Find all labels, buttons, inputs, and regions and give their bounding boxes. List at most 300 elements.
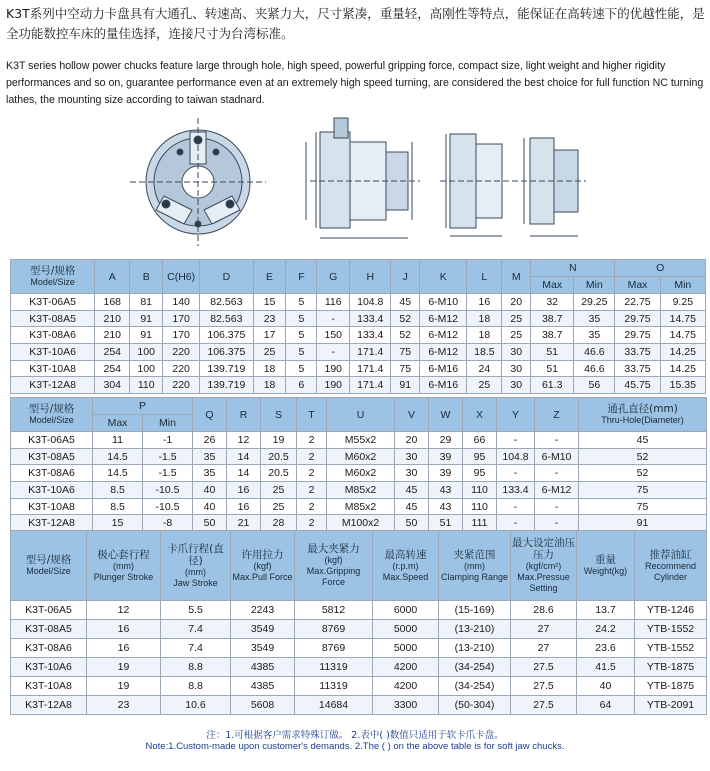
model-header: 型号/规格 Model/Size <box>11 398 93 432</box>
table-cell: 39 <box>429 448 463 465</box>
table-cell: M85x2 <box>327 498 395 515</box>
table-cell: - <box>317 310 350 327</box>
col-header: Q <box>193 398 227 432</box>
table-row <box>11 620 707 639</box>
table-cell: 27.5 <box>511 658 577 677</box>
table-cell: 7.4 <box>161 620 231 639</box>
table-cell: -1.5 <box>143 448 193 465</box>
technical-drawings <box>120 112 590 252</box>
table-row <box>11 482 707 499</box>
table-cell: 61.3 <box>531 377 574 394</box>
table-cell: 9.25 <box>660 294 705 311</box>
table-cell: -10.5 <box>143 498 193 515</box>
table-cell: 28 <box>261 515 297 532</box>
table-cell: 18.5 <box>467 344 502 361</box>
table-cell: 5 <box>286 327 317 344</box>
model-cell: K3T-08A6 <box>11 639 87 658</box>
table-cell: 16 <box>467 294 502 311</box>
table-cell: 45 <box>579 432 707 449</box>
table-cell: 220 <box>163 344 200 361</box>
table-row <box>11 448 707 465</box>
table-cell: M100x2 <box>327 515 395 532</box>
table-cell: (13-210) <box>439 639 511 658</box>
table-cell: 7.4 <box>161 639 231 658</box>
table-cell: 91 <box>391 377 420 394</box>
table-cell: 25 <box>502 327 531 344</box>
table-cell: 110 <box>130 377 163 394</box>
table-cell: 29.75 <box>615 327 660 344</box>
table3-body <box>11 601 707 715</box>
table-cell: 23 <box>253 310 286 327</box>
table-cell: 5 <box>286 294 317 311</box>
table-cell: (15-169) <box>439 601 511 620</box>
table-cell: 30 <box>502 344 531 361</box>
table-cell: 254 <box>95 344 130 361</box>
table-cell: M55x2 <box>327 432 395 449</box>
table-cell: 82.563 <box>200 310 253 327</box>
table-cell: 40 <box>193 498 227 515</box>
table-cell: 52 <box>391 310 420 327</box>
col-header: 极心套行程 (mm) Plunger Stroke <box>87 531 161 601</box>
table-cell: 8.5 <box>93 498 143 515</box>
col-header: C(H6) <box>163 260 200 294</box>
table-cell: 33.75 <box>615 344 660 361</box>
table-cell: 81 <box>130 294 163 311</box>
table-row <box>11 344 706 361</box>
col-header: F <box>286 260 317 294</box>
table-cell: - <box>497 465 535 482</box>
col-header: 最高转速 (r.p.m) Max.Speed <box>373 531 439 601</box>
col-header: E <box>253 260 286 294</box>
table-cell: 52 <box>579 465 707 482</box>
table-cell: 11319 <box>295 658 373 677</box>
table-cell: 27 <box>511 639 577 658</box>
table-cell: 5608 <box>231 696 295 715</box>
col-header: H <box>350 260 391 294</box>
table-cell: (13-210) <box>439 620 511 639</box>
table-cell: 27.5 <box>511 696 577 715</box>
table-cell: 43 <box>429 482 463 499</box>
table-cell: 15 <box>253 294 286 311</box>
model-cell: K3T-06A5 <box>11 432 93 449</box>
table-cell: 19 <box>261 432 297 449</box>
col-header: 推荐油缸 Recommend Cylinder <box>635 531 707 601</box>
table-cell: 21 <box>227 515 261 532</box>
table-cell: M85x2 <box>327 482 395 499</box>
table-cell: YTB-1552 <box>635 620 707 639</box>
table-cell: 254 <box>95 360 130 377</box>
table-cell: 6-M16 <box>420 360 467 377</box>
table-cell: 12 <box>227 432 261 449</box>
model-cell: K3T-06A5 <box>11 601 87 620</box>
table-cell: 26 <box>193 432 227 449</box>
table-cell: 150 <box>317 327 350 344</box>
table-cell: 20.5 <box>261 465 297 482</box>
table-cell: 14.25 <box>660 360 705 377</box>
table-cell: 6-M16 <box>420 377 467 394</box>
table-cell: 15 <box>93 515 143 532</box>
table-cell: - <box>535 498 579 515</box>
table-cell: M60x2 <box>327 448 395 465</box>
col-header: B <box>130 260 163 294</box>
table-cell: 13.7 <box>577 601 635 620</box>
table-cell: - <box>497 432 535 449</box>
table-cell: 2 <box>297 498 327 515</box>
table-cell: 5 <box>286 310 317 327</box>
chuck-front-view <box>130 118 266 246</box>
table-cell: 15.35 <box>660 377 705 394</box>
table1-body <box>11 294 706 394</box>
table-cell: - <box>497 515 535 532</box>
table-cell: 45 <box>395 498 429 515</box>
table-cell: 30 <box>395 465 429 482</box>
thru-hole-header: 通孔直径(mm) Thru-Hole(Diameter) <box>579 398 707 432</box>
table-cell: 8.8 <box>161 658 231 677</box>
table-cell: -1.5 <box>143 465 193 482</box>
table-cell: 33.75 <box>615 360 660 377</box>
table-row <box>11 465 707 482</box>
table-cell: 30 <box>395 448 429 465</box>
table-cell: 4385 <box>231 658 295 677</box>
table-cell: 100 <box>130 360 163 377</box>
sub-header-max: Max <box>615 277 660 294</box>
table-cell: 220 <box>163 377 200 394</box>
chuck-side-view <box>306 118 420 238</box>
sub-header-max: Max <box>531 277 574 294</box>
table-row <box>11 658 707 677</box>
table-cell: 14.75 <box>660 310 705 327</box>
table-cell: 8.5 <box>93 482 143 499</box>
table-cell: 6-M10 <box>535 448 579 465</box>
table-cell: 6-M12 <box>420 344 467 361</box>
col-header: 卡爪行程(直径) (mm) Jaw Stroke <box>161 531 231 601</box>
col-header: 型号/规格 Model/Size <box>11 531 87 601</box>
sub-header-min: Min <box>660 277 705 294</box>
table-cell: 51 <box>531 360 574 377</box>
table-cell: 20.5 <box>261 448 297 465</box>
table-cell: 27 <box>511 620 577 639</box>
sub-header-min: Min <box>143 415 193 432</box>
col-header: 夹紧范围 (mm) Clamping Range <box>439 531 511 601</box>
table-cell: 6 <box>286 377 317 394</box>
table-row <box>11 432 707 449</box>
table-cell: 18 <box>467 310 502 327</box>
col-header: T <box>297 398 327 432</box>
table-cell: 64 <box>577 696 635 715</box>
table-cell: 2243 <box>231 601 295 620</box>
model-cell: K3T-10A6 <box>11 344 95 361</box>
table-row <box>11 677 707 696</box>
table-cell: 12 <box>87 601 161 620</box>
table-cell: 56 <box>574 377 615 394</box>
table-cell: 5.5 <box>161 601 231 620</box>
table-cell: 5 <box>286 360 317 377</box>
table-cell: 6-M10 <box>420 294 467 311</box>
table-cell: -10.5 <box>143 482 193 499</box>
model-cell: K3T-10A8 <box>11 360 95 377</box>
table-cell: 25 <box>502 310 531 327</box>
table-cell: 28.6 <box>511 601 577 620</box>
table-cell: 16 <box>87 639 161 658</box>
table-cell: 170 <box>163 327 200 344</box>
table-cell: 104.8 <box>497 448 535 465</box>
table-cell: (34-254) <box>439 677 511 696</box>
performance-header-row <box>11 531 707 601</box>
col-header: K <box>420 260 467 294</box>
table-cell: 66 <box>463 432 497 449</box>
table-cell: 104.8 <box>350 294 391 311</box>
table-cell: 38.7 <box>531 310 574 327</box>
table-cell: 116 <box>317 294 350 311</box>
table-cell: 220 <box>163 360 200 377</box>
table-cell: 75 <box>579 498 707 515</box>
table-row <box>11 310 706 327</box>
col-header: J <box>391 260 420 294</box>
table-row <box>11 327 706 344</box>
model-cell: K3T-08A5 <box>11 448 93 465</box>
model-cell: K3T-12A8 <box>11 377 95 394</box>
table-cell: 25 <box>261 482 297 499</box>
table-cell: 25 <box>261 498 297 515</box>
table-cell: 43 <box>429 498 463 515</box>
table-cell: 50 <box>193 515 227 532</box>
col-header: 许用拉力 (kgf) Max.Pull Force <box>231 531 295 601</box>
table-cell: 38.7 <box>531 327 574 344</box>
dimensions-table-2 <box>10 397 707 532</box>
table-cell: 4200 <box>373 677 439 696</box>
table-cell: 14.5 <box>93 465 143 482</box>
model-cell: K3T-08A5 <box>11 310 95 327</box>
sub-header-min: Min <box>574 277 615 294</box>
table-cell: 41.5 <box>577 658 635 677</box>
table-cell: 91 <box>579 515 707 532</box>
col-header: Y <box>497 398 535 432</box>
performance-table <box>10 530 707 715</box>
table-cell: 170 <box>163 310 200 327</box>
table-cell: 11319 <box>295 677 373 696</box>
table-cell: 50 <box>395 515 429 532</box>
table-cell: 2 <box>297 482 327 499</box>
table-cell: 111 <box>463 515 497 532</box>
sub-header-max: Max <box>93 415 143 432</box>
table-cell: 51 <box>429 515 463 532</box>
col-header: A <box>95 260 130 294</box>
table-cell: 20 <box>395 432 429 449</box>
table-cell: 5 <box>286 344 317 361</box>
table-cell: 304 <box>95 377 130 394</box>
table-cell: 40 <box>577 677 635 696</box>
table-row <box>11 639 707 658</box>
table-cell: 27.5 <box>511 677 577 696</box>
model-header: 型号/规格 Model/Size <box>11 260 95 294</box>
table-cell: 210 <box>95 327 130 344</box>
col-header: U <box>327 398 395 432</box>
table-cell: 171.4 <box>350 360 391 377</box>
table-cell: 190 <box>317 360 350 377</box>
table-cell: 91 <box>130 310 163 327</box>
table-cell: 106.375 <box>200 327 253 344</box>
table-cell: 6-M12 <box>420 327 467 344</box>
table-cell: 46.6 <box>574 360 615 377</box>
table-cell: 18 <box>467 327 502 344</box>
table-cell: 17 <box>253 327 286 344</box>
table-cell: 24 <box>467 360 502 377</box>
table-cell: 6-M12 <box>420 310 467 327</box>
table-cell: 23 <box>87 696 161 715</box>
table-cell: 24.2 <box>577 620 635 639</box>
table-cell: 14684 <box>295 696 373 715</box>
table-cell: 3549 <box>231 639 295 658</box>
model-cell: K3T-08A6 <box>11 327 95 344</box>
table-cell: (34-254) <box>439 658 511 677</box>
table-cell: - <box>317 344 350 361</box>
col-header: Z <box>535 398 579 432</box>
table-cell: 5812 <box>295 601 373 620</box>
dimensions-table-1 <box>10 259 706 394</box>
table-row <box>11 377 706 394</box>
table-cell: 14.75 <box>660 327 705 344</box>
table-cell: 29.75 <box>615 310 660 327</box>
table-cell: 8769 <box>295 639 373 658</box>
table-cell: 140 <box>163 294 200 311</box>
table-cell: 133.4 <box>350 310 391 327</box>
col-header: 最大设定油压压力 (kgf/cm²) Max.Pressue Setting <box>511 531 577 601</box>
model-cell: K3T-10A8 <box>11 677 87 696</box>
table-cell: 2 <box>297 432 327 449</box>
col-header: 最大夹紧力 (kgf) Max.Gripping Force <box>295 531 373 601</box>
table-cell: 16 <box>227 498 261 515</box>
table-cell: 18 <box>253 360 286 377</box>
col-header: L <box>467 260 502 294</box>
table-cell: 171.4 <box>350 377 391 394</box>
table-cell: 14 <box>227 465 261 482</box>
table-row <box>11 294 706 311</box>
model-cell: K3T-10A6 <box>11 482 93 499</box>
table-cell: 16 <box>227 482 261 499</box>
table-cell: 75 <box>391 344 420 361</box>
table-cell: 29.25 <box>574 294 615 311</box>
table-cell: YTB-1552 <box>635 639 707 658</box>
chuck-section-view <box>440 134 586 236</box>
table-cell: 52 <box>391 327 420 344</box>
table-cell: 82.563 <box>200 294 253 311</box>
table-cell: 11 <box>93 432 143 449</box>
table-cell: 23.6 <box>577 639 635 658</box>
table-cell: 4385 <box>231 677 295 696</box>
table-cell: 8769 <box>295 620 373 639</box>
table-cell: -1 <box>143 432 193 449</box>
table-cell: 29 <box>429 432 463 449</box>
table-cell: 35 <box>193 465 227 482</box>
table-cell: - <box>535 432 579 449</box>
table-cell: 168 <box>95 294 130 311</box>
table-cell: YTB-1875 <box>635 677 707 696</box>
table-cell: 14.5 <box>93 448 143 465</box>
table-cell: 16 <box>87 620 161 639</box>
table-cell: 35 <box>193 448 227 465</box>
table-cell: 52 <box>579 448 707 465</box>
table-cell: 45.75 <box>615 377 660 394</box>
table-cell: 91 <box>130 327 163 344</box>
table-cell: 14.25 <box>660 344 705 361</box>
table-cell: 190 <box>317 377 350 394</box>
table-cell: 14 <box>227 448 261 465</box>
table-cell: 133.4 <box>350 327 391 344</box>
model-cell: K3T-10A8 <box>11 498 93 515</box>
table-cell: YTB-1875 <box>635 658 707 677</box>
table-row <box>11 601 707 620</box>
group-header-n: N <box>531 260 615 277</box>
table-cell: 139.719 <box>200 377 253 394</box>
col-header: R <box>227 398 261 432</box>
table-cell: 110 <box>463 482 497 499</box>
col-header: V <box>395 398 429 432</box>
table-cell: 133.4 <box>497 482 535 499</box>
col-header: X <box>463 398 497 432</box>
table-cell: - <box>535 465 579 482</box>
table-cell: 6-M12 <box>535 482 579 499</box>
table-cell: -8 <box>143 515 193 532</box>
table-cell: (50-304) <box>439 696 511 715</box>
table-cell: 100 <box>130 344 163 361</box>
table-cell: 35 <box>574 310 615 327</box>
table-cell: 4200 <box>373 658 439 677</box>
table-cell: YTB-1246 <box>635 601 707 620</box>
table-row <box>11 498 707 515</box>
table-cell: 30 <box>502 377 531 394</box>
table-cell: 3549 <box>231 620 295 639</box>
table-cell: 110 <box>463 498 497 515</box>
table-cell: 2 <box>297 465 327 482</box>
table-cell: - <box>535 515 579 532</box>
table-cell: 8.8 <box>161 677 231 696</box>
col-header: S <box>261 398 297 432</box>
table-cell: 95 <box>463 448 497 465</box>
model-cell: K3T-08A6 <box>11 465 93 482</box>
table-cell: 10.6 <box>161 696 231 715</box>
model-cell: K3T-06A5 <box>11 294 95 311</box>
table-cell: 45 <box>395 482 429 499</box>
table-cell: 5000 <box>373 620 439 639</box>
table-cell: 6000 <box>373 601 439 620</box>
table-cell: 32 <box>531 294 574 311</box>
table-cell: 51 <box>531 344 574 361</box>
table-cell: 210 <box>95 310 130 327</box>
col-header: D <box>200 260 253 294</box>
table-cell: 5000 <box>373 639 439 658</box>
table-cell: YTB-2091 <box>635 696 707 715</box>
col-header: M <box>502 260 531 294</box>
group-header-p: P <box>93 398 193 415</box>
table-cell: 95 <box>463 465 497 482</box>
table-row <box>11 360 706 377</box>
table-cell: 30 <box>502 360 531 377</box>
table-cell: 20 <box>502 294 531 311</box>
table-cell: 19 <box>87 677 161 696</box>
table-cell: 75 <box>579 482 707 499</box>
table-cell: 25 <box>467 377 502 394</box>
intro-english: K3T series hollow power chucks feature large through hole, high speed, powerful gripping force, compact size, light weight and higher rigidity performances and so on, guarantee performance even at an extremely high speed turning, are considered the best choice for full function NC turning lathes, the mounting size according to taiwan stadnard. <box>6 60 704 106</box>
intro-chinese: K3T系列中空动力卡盘具有大通孔、转速高、夹紧力大，尺寸紧凑，重量轻，高刚性等特点，能保证在高转速下的优越性能，是全功能数控车床的量佳选择，连接尺寸为台湾标准。 <box>6 6 705 41</box>
note-chinese: 注：1.可根据客户需求特殊订做。 2.表中( )数值只适用于软卡爪卡盘。 <box>206 730 504 741</box>
table-cell: 18 <box>253 377 286 394</box>
model-cell: K3T-12A8 <box>11 515 93 532</box>
table-cell: 46.6 <box>574 344 615 361</box>
group-header-o: O <box>615 260 706 277</box>
model-cell: K3T-08A5 <box>11 620 87 639</box>
col-header: G <box>317 260 350 294</box>
table-cell: 25 <box>253 344 286 361</box>
